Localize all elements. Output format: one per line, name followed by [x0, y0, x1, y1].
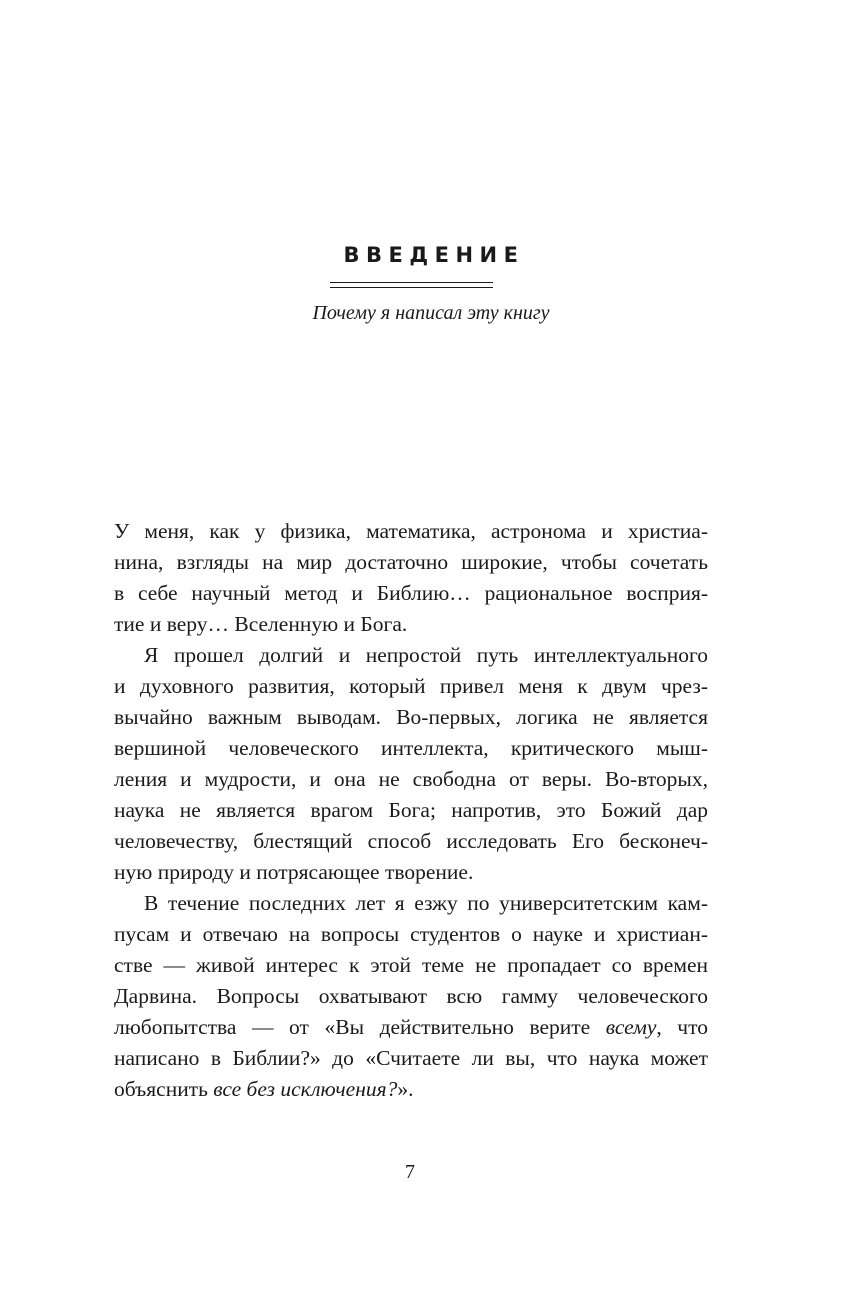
text-line: тие и веру… Вселенную и Бога.: [114, 612, 408, 636]
text-line: написано в Библии?» до «Считаете ли вы, что наука может: [114, 1046, 708, 1070]
paragraph-3: [114, 888, 708, 1105]
title-underline-bottom: [330, 287, 493, 288]
emphasis-text: всему: [605, 1015, 657, 1039]
text-line: пусам и отвечаю на вопросы студентов о науке и христиан-: [114, 922, 708, 946]
chapter-subtitle: Почему я написал эту книгу: [312, 302, 550, 324]
text-line: У меня, как у физика, математика, астронома и христиа-: [114, 519, 708, 543]
text-line: ную природу и потрясающее творение.: [114, 860, 474, 884]
paragraph-1: [114, 516, 708, 640]
text-line: нина, взгляды на мир достаточно широкие, чтобы сочетать: [114, 550, 708, 574]
text-line: и духовного развития, который привел меня к двум чрез-: [114, 674, 708, 698]
text-segment: , что: [656, 1015, 708, 1039]
text-line: стве — живой интерес к этой теме не пропадает со времен: [114, 953, 708, 977]
text-line: человечеству, блестящий способ исследовать Его бесконеч-: [114, 829, 708, 853]
text-line: В течение последних лет я езжу по университетским кам-: [144, 891, 708, 915]
text-line: в себе научный метод и Библию… рациональное восприя-: [114, 581, 708, 605]
body-text: [114, 516, 708, 1105]
text-line: Я прошел долгий и непростой путь интеллектуального: [144, 643, 708, 667]
page-number: 7: [405, 1161, 415, 1183]
text-line-mixed: [114, 1012, 708, 1043]
title-underline-top: [330, 282, 493, 283]
paragraph-2: [114, 640, 708, 888]
text-line: наука не является врагом Бога; напротив, это Божий дар: [114, 798, 708, 822]
text-line: вычайно важным выводам. Во-первых, логика не является: [114, 705, 708, 729]
chapter-title: ВВЕДЕНИЕ: [343, 243, 525, 267]
text-segment: ».: [397, 1077, 414, 1101]
text-segment: любопытства — от «Вы действительно верите: [114, 1015, 606, 1039]
text-segment: объяснить: [114, 1077, 214, 1101]
text-line: вершиной человеческого интеллекта, критического мыш-: [114, 736, 708, 760]
text-line: Дарвина. Вопросы охватывают всю гамму человеческого: [114, 984, 708, 1008]
text-line-mixed: [114, 1074, 708, 1105]
text-line: ления и мудрости, и она не свободна от веры. Во-вторых,: [114, 767, 708, 791]
emphasis-text: все без исключения?: [213, 1077, 398, 1101]
